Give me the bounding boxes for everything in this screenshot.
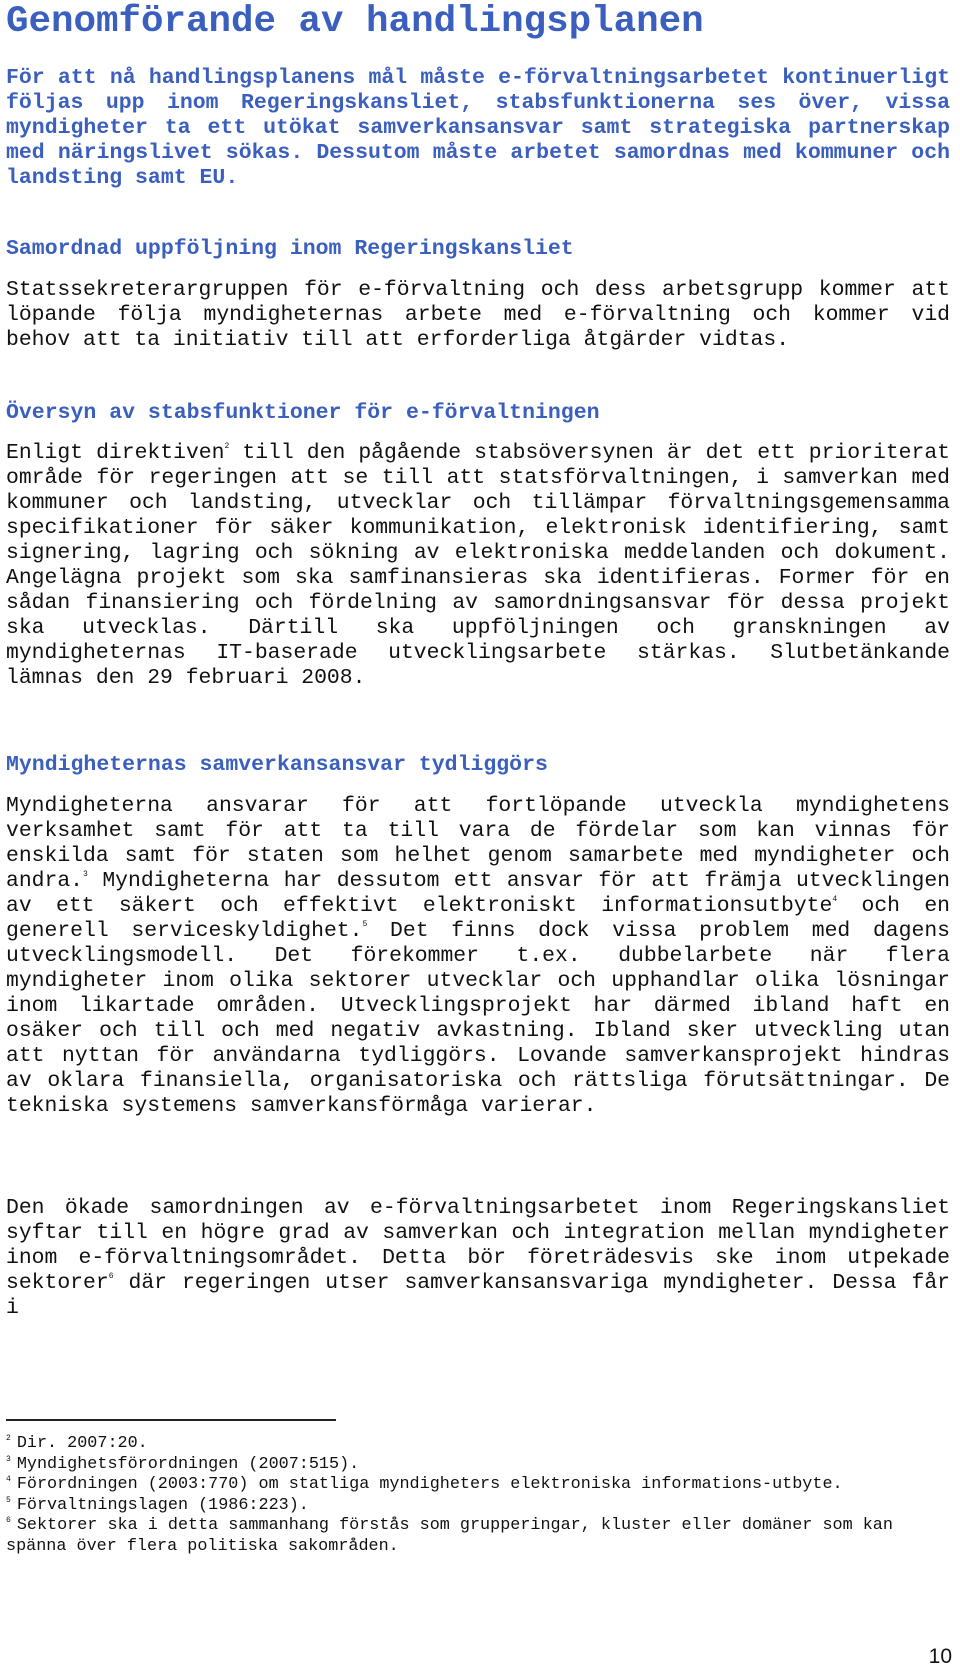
footnote-6: $^6$ Sektorer ska i detta sammanhang förstås som grupperingar, kluster eller domäner som kan spänna över flera politiska sakområden. (6, 1516, 893, 1556)
footnote-ref-6: 6 (108, 1272, 114, 1281)
section-text-myndigheternas-2: Den ökade samordningen av e-förvaltningsarbetet inom Regeringskansliet syftar till en högre grad av samverkan och integration mellan myndigheter inom e-förvaltningsområdet. Detta bör företrädesvis ske inom utpekade sektorer$^6$ där regeringen utser samverkansansvariga myndigheter. Dessa får i (6, 1196, 950, 1320)
lead-paragraph: För att nå handlingsplanens mål måste e-förvaltningsarbetet kontinuerligt följas upp inom Regeringskansliet, stabsfunktionerna ses över, vissa myndigheter ta ett utökat samverkansansvar samt strategiska partnerskap med näringslivet sökas. Dessutom måste arbetet samordnas med kommuner och landsting samt EU. (6, 66, 950, 190)
footnote-3: $^3$ Myndighetsförordningen (2007:515). (6, 1454, 360, 1474)
section-heading-myndigheternas: Myndigheternas samverkansansvar tydliggörs (6, 753, 548, 777)
footnote-ref-4: 4 (832, 895, 838, 904)
footnote-ref-2: 2 (224, 442, 230, 451)
section-heading-oversyn: Översyn av stabsfunktioner för e-förvaltningen (6, 401, 600, 425)
page-number: 10 (928, 1645, 952, 1668)
page-title: Genomförande av handlingsplanen (6, 1, 704, 43)
footnote-ref-3: 3 (83, 870, 88, 879)
footnote-2: $^2$ Dir. 2007:20. (6, 1434, 148, 1453)
footnote-4: $^4$ Förordningen (2003:770) om statliga myndigheters elektroniska informations-utbyte. (6, 1475, 843, 1494)
section-heading-samordnad: Samordnad uppföljning inom Regeringskansliet (6, 237, 574, 261)
section-text-oversyn: Enligt direktiven$^2$ till den pågående stabsöversynen är det ett prioriterat område för regeringen att se till att statsförvaltningen, i samverkan med kommuner och landsting, utvecklar och tillämpar förvaltningsgemensamma specifikationer för säker kommunikation, elektronisk identifiering, samt signering, lagring och sökning av elektroniska meddelanden och dokument. Angelägna projekt som ska samfinansieras ska identifieras. Former för en sådan finansiering och fördelning av samordningsansvar för dessa projekt ska utvecklas. Därtill ska uppföljningen och granskningen av myndigheternas IT-baserade utvecklingsarbete stärkas. Slutbetänkande lämnas den 29 februari 2008. (6, 441, 950, 690)
section-text-myndigheternas: Myndigheterna ansvarar för att fortlöpande utveckla myndighetens verksamhet samt för att ta till vara de fördelar som kan vinnas för enskilda samt för staten som helhet genom samarbete med myndigheter och andra.$^3$ Myndigheterna har dessutom ett ansvar för att främja utvecklingen av ett säkert och effektivt elektroniskt informationsutbyte$^4$ och en generell serviceskyldighet.$^5$ Det finns dock vissa problem med dagens utvecklingsmodell. Det förekommer t.ex. dubbelarbete när flera myndigheter inom olika sektorer utvecklar och upphandlar olika lösningar inom likartade områden. Utvecklingsprojekt har därmed ibland haft en osäker och till och med negativ avkastning. Ibland sker utveckling utan att nyttan för användarna tydliggörs. Lovande samverkansprojekt hindras av oklara finansiella, organisatoriska och rättsliga förutsättningar. De tekniska systemens samverkansförmåga varierar. (6, 794, 951, 1118)
footnote-ref-5: 5 (362, 920, 368, 929)
section-text-samordnad: Statssekreterargruppen för e-förvaltning och dess arbetsgrupp kommer att löpande följa myndigheternas arbete med e-förvaltning och kommer vid behov att ta initiativ till att erforderliga åtgärder vidtas. (6, 278, 950, 352)
footnote-5: $^5$ Förvaltningslagen (1986:223). (6, 1495, 309, 1515)
footnote-divider (6, 1419, 336, 1421)
footnotes (6, 1434, 950, 1557)
